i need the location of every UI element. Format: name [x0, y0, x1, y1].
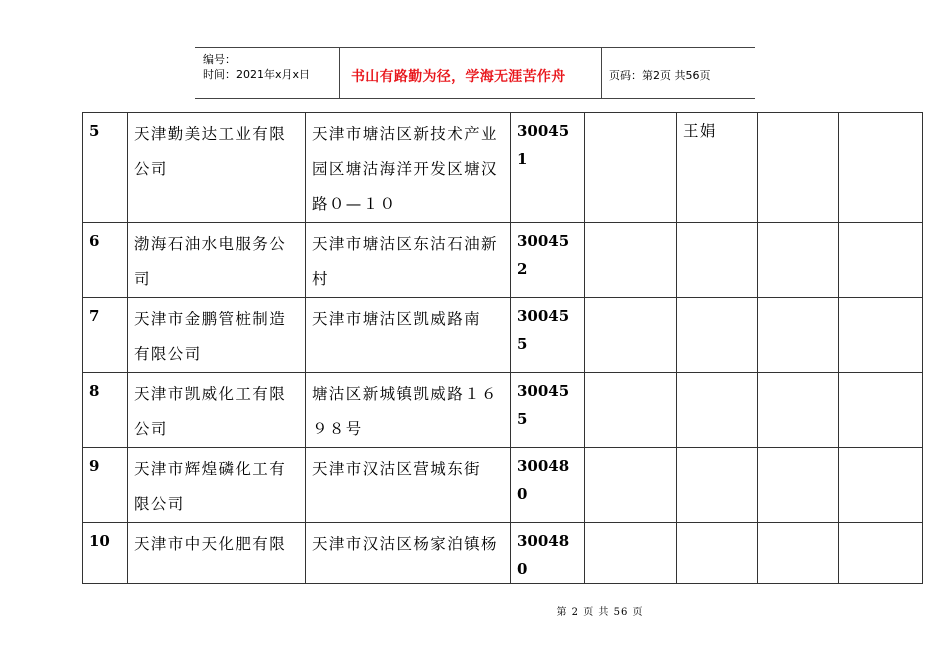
empty-cell [585, 373, 677, 448]
postal-code: 300455 [511, 298, 585, 373]
empty-cell [839, 373, 923, 448]
company-name: 渤海石油水电服务公司 [128, 223, 306, 298]
header-divider [601, 48, 602, 98]
company-table [82, 112, 923, 584]
company-name: 天津市辉煌磷化工有限公司 [128, 448, 306, 523]
company-address: 塘沽区新城镇凯威路１６９８号 [306, 373, 511, 448]
header-meta [195, 48, 339, 98]
empty-cell [758, 523, 839, 584]
company-name: 天津市中天化肥有限 [128, 523, 306, 584]
company-name: 天津市金鹏管桩制造有限公司 [128, 298, 306, 373]
row-number: 10 [83, 523, 128, 584]
row-number: 9 [83, 448, 128, 523]
company-address: 天津市汉沽区营城东街 [306, 448, 511, 523]
contact-person [677, 298, 758, 373]
table-row [83, 223, 923, 298]
footer-page-number: 第 2 页 共 56 页 [556, 607, 644, 618]
row-number: 8 [83, 373, 128, 448]
table-row [83, 373, 923, 448]
empty-cell [758, 448, 839, 523]
doc-time-label: 时间：2021年x月x日 [203, 68, 311, 81]
doc-code-label: 编号： [203, 53, 236, 66]
empty-cell [758, 223, 839, 298]
contact-person [677, 223, 758, 298]
company-address: 天津市塘沽区凯威路南 [306, 298, 511, 373]
header-page-number: 页码：第2页 共56页 [609, 69, 711, 82]
empty-cell [839, 223, 923, 298]
postal-code: 300480 [511, 523, 585, 584]
empty-cell [585, 523, 677, 584]
empty-cell [839, 113, 923, 223]
contact-person [677, 523, 758, 584]
row-number: 5 [83, 113, 128, 223]
empty-cell [585, 448, 677, 523]
table-row [83, 113, 923, 223]
company-address: 天津市塘沽区东沽石油新村 [306, 223, 511, 298]
company-address: 天津市塘沽区新技术产业园区塘沽海洋开发区塘汉路０—１０ [306, 113, 511, 223]
contact-person [677, 373, 758, 448]
table-row [83, 298, 923, 373]
header-motto: 书山有路勤为径，学海无涯苦作舟 [351, 69, 566, 85]
empty-cell [585, 298, 677, 373]
empty-cell [839, 523, 923, 584]
row-number: 6 [83, 223, 128, 298]
company-address: 天津市汉沽区杨家泊镇杨 [306, 523, 511, 584]
company-name: 天津市凯威化工有限公司 [128, 373, 306, 448]
company-name: 天津勤美达工业有限公司 [128, 113, 306, 223]
empty-cell [839, 448, 923, 523]
empty-cell [758, 298, 839, 373]
postal-code: 300451 [511, 113, 585, 223]
empty-cell [585, 113, 677, 223]
row-number: 7 [83, 298, 128, 373]
header-divider [339, 48, 340, 98]
table-row [83, 448, 923, 523]
postal-code: 300455 [511, 373, 585, 448]
empty-cell [758, 113, 839, 223]
contact-person: 王娟 [677, 113, 758, 223]
contact-person [677, 448, 758, 523]
page-footer [0, 603, 950, 618]
empty-cell [758, 373, 839, 448]
empty-cell [585, 223, 677, 298]
postal-code: 300452 [511, 223, 585, 298]
table-row [83, 523, 923, 584]
postal-code: 300480 [511, 448, 585, 523]
page-header [195, 47, 755, 99]
empty-cell [839, 298, 923, 373]
